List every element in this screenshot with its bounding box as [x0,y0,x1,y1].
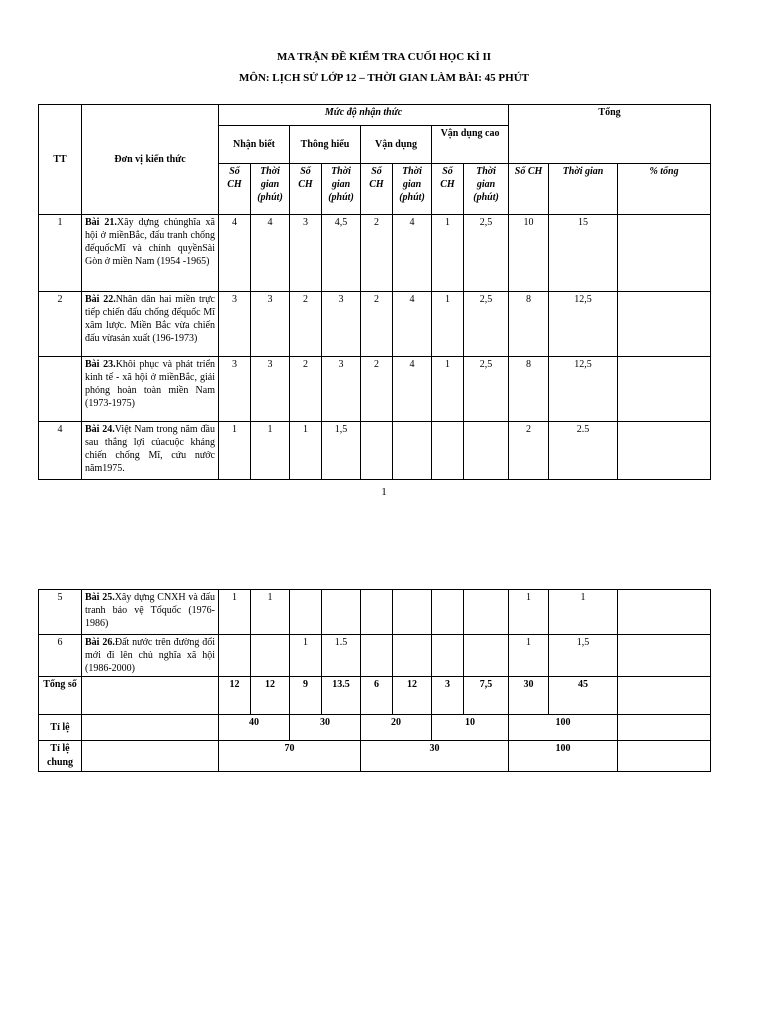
lesson-title: Khôi phục và phát triển kinh tế - xã hội ở miềnBắc, giải phóng hoàn toàn miền Nam (1973-1975) [85,359,216,409]
row-th-ch: 2 [290,292,322,357]
header-so-ch: Số CH [290,164,322,215]
header-van-dung-cao: Vận dụng cao [432,126,509,164]
header-level: Mức độ nhận thức [219,105,509,126]
row-total-ch: 1 [509,635,549,677]
row-th-ch [290,590,322,635]
row-th-tg: 3 [322,357,361,422]
row-th-ch: 1 [290,635,322,677]
table-row [39,292,711,357]
row-th-tg: 3 [322,292,361,357]
row-nb-ch: 3 [219,357,251,422]
row-vd-ch [361,635,393,677]
row-th-tg: 1,5 [322,422,361,480]
row-tt: 5 [39,590,82,635]
header-thoi-gian: Thời gian (phút) [464,164,509,215]
row-tt: 4 [39,422,82,480]
header-so-ch: Số CH [219,164,251,215]
ti-le-chung-row [39,741,711,772]
row-nb-ch: 1 [219,422,251,480]
row-vd-ch: 2 [361,215,393,292]
header-tt: TT [39,105,82,215]
row-nb-tg: 4 [251,215,290,292]
ti-le-th: 30 [290,715,361,741]
header-thoi-gian: Thời gian (phút) [393,164,432,215]
tong-so-label: Tổng số [39,677,82,715]
row-total-ch: 8 [509,357,549,422]
lesson-title: Việt Nam trong năm đầu sau thắng lợi củacuộc kháng chiến chống Mĩ, cứu nước năm1975. [85,424,215,474]
row-percent [618,635,711,677]
header-so-ch: Số CH [361,164,393,215]
lesson-number: Bài 23. [85,359,116,370]
row-th-ch: 3 [290,215,322,292]
row-nb-tg [251,635,290,677]
tong-so-vd-tg: 12 [393,677,432,715]
row-total-tg: 2.5 [549,422,618,480]
row-nb-tg: 1 [251,422,290,480]
row-unit [82,357,219,422]
table-row [39,635,711,677]
row-th-tg: 1.5 [322,635,361,677]
lesson-title: Nhân dân hai miền trực tiếp chiến đấu chống đếquốc Mĩ xâm lược. Miền Bắc vừa chiến đấu vừasản xuất (196-1973) [85,294,215,344]
lesson-title: Xây dựng CNXH và đấu tranh bảo vệ Tổquốc (1976-1986) [85,592,215,629]
row-percent [618,590,711,635]
ti-le-chung-left: 70 [219,741,361,772]
tong-so-total-tg: 45 [549,677,618,715]
matrix-table-page2 [38,589,711,772]
row-th-ch: 2 [290,357,322,422]
tong-so-vdc-ch: 3 [432,677,464,715]
row-total-tg: 15 [549,215,618,292]
empty-cell [618,741,711,772]
page-number: 1 [381,486,387,498]
lesson-title: Đất nước trên đường đổi mới đi lên chủ nghĩa xã hội (1986-2000) [85,637,215,674]
ti-le-vdc: 10 [432,715,509,741]
row-vdc-tg [464,635,509,677]
row-th-tg: 4,5 [322,215,361,292]
row-vd-tg [393,422,432,480]
header-so-ch: Số CH [432,164,464,215]
row-unit [82,635,219,677]
header-nhan-biet: Nhận biết [219,126,290,164]
header-percent-total: % tổng [618,164,711,215]
document-subtitle: MÔN: LỊCH SỬ LỚP 12 – THỜI GIAN LÀM BÀI: 45 PHÚT [239,72,529,84]
tong-so-nb-tg: 12 [251,677,290,715]
header-thong-hieu: Thông hiểu [290,126,361,164]
matrix-table-page1 [38,104,711,480]
row-total-ch: 1 [509,590,549,635]
row-percent [618,357,711,422]
row-nb-tg: 3 [251,292,290,357]
empty-cell [82,677,219,715]
tong-so-th-tg: 13.5 [322,677,361,715]
row-nb-tg: 3 [251,357,290,422]
header-unit: Đơn vị kiến thức [82,105,219,215]
ti-le-row [39,715,711,741]
ti-le-chung-total: 100 [509,741,618,772]
row-vdc-ch [432,635,464,677]
row-vdc-ch: 1 [432,357,464,422]
row-total-ch: 10 [509,215,549,292]
header-thoi-gian: Thời gian (phút) [322,164,361,215]
row-vd-tg: 4 [393,292,432,357]
row-vd-ch: 2 [361,292,393,357]
row-vd-ch [361,422,393,480]
lesson-number: Bài 24. [85,424,115,435]
row-total-tg: 1 [549,590,618,635]
ti-le-chung-label: Tỉ lệ chung [39,741,82,772]
lesson-number: Bài 21. [85,217,117,228]
row-vdc-tg: 2,5 [464,357,509,422]
table-row [39,422,711,480]
table-row [39,215,711,292]
row-th-ch: 1 [290,422,322,480]
header-total: Tổng [509,105,711,164]
row-tt: 2 [39,292,82,357]
lesson-number: Bài 26. [85,637,115,648]
row-vd-tg: 4 [393,215,432,292]
empty-cell [82,741,219,772]
ti-le-chung-right: 30 [361,741,509,772]
header-thoi-gian: Thời gian (phút) [251,164,290,215]
table-row [39,590,711,635]
row-vdc-ch [432,590,464,635]
header-van-dung: Vận dụng [361,126,432,164]
row-unit [82,590,219,635]
row-vd-tg: 4 [393,357,432,422]
row-percent [618,292,711,357]
tong-so-vd-ch: 6 [361,677,393,715]
tong-so-nb-ch: 12 [219,677,251,715]
row-unit [82,422,219,480]
row-nb-ch [219,635,251,677]
document-title: MA TRẬN ĐỀ KIỂM TRA CUỐI HỌC KÌ II [276,51,492,63]
row-vdc-tg [464,590,509,635]
row-percent [618,422,711,480]
row-unit [82,292,219,357]
tong-so-th-ch: 9 [290,677,322,715]
ti-le-nb: 40 [219,715,290,741]
row-nb-ch: 4 [219,215,251,292]
row-vdc-ch: 1 [432,292,464,357]
lesson-number: Bài 25. [85,592,115,603]
row-tt: 6 [39,635,82,677]
row-nb-tg: 1 [251,590,290,635]
row-vdc-ch [432,422,464,480]
row-vdc-ch: 1 [432,215,464,292]
row-vdc-tg [464,422,509,480]
tong-so-vdc-tg: 7,5 [464,677,509,715]
tong-so-row [39,677,711,715]
row-vd-tg [393,635,432,677]
empty-cell [618,677,711,715]
row-tt [39,357,82,422]
header-total-thoi-gian: Thời gian [549,164,618,215]
row-total-tg: 1,5 [549,635,618,677]
header-total-so-ch: Số CH [509,164,549,215]
row-vdc-tg: 2,5 [464,292,509,357]
row-percent [618,215,711,292]
ti-le-label: Tỉ lệ [39,715,82,741]
table-row [39,357,711,422]
row-unit [82,215,219,292]
row-tt: 1 [39,215,82,292]
row-total-ch: 2 [509,422,549,480]
row-vd-tg [393,590,432,635]
row-vdc-tg: 2,5 [464,215,509,292]
lesson-title: Xây dựng chủnghĩa xã hội ở miềnBắc, đấu tranh chống đếquốcMĩ và chính quyềnSài Gòn ở miền Nam (1954 -1965) [85,217,215,267]
empty-cell [82,715,219,741]
row-vd-ch [361,590,393,635]
ti-le-total: 100 [509,715,618,741]
row-nb-ch: 1 [219,590,251,635]
row-th-tg [322,590,361,635]
ti-le-vd: 20 [361,715,432,741]
row-nb-ch: 3 [219,292,251,357]
row-total-ch: 8 [509,292,549,357]
row-total-tg: 12,5 [549,292,618,357]
tong-so-total-ch: 30 [509,677,549,715]
row-vd-ch: 2 [361,357,393,422]
empty-cell [618,715,711,741]
lesson-number: Bài 22. [85,294,116,305]
row-total-tg: 12,5 [549,357,618,422]
